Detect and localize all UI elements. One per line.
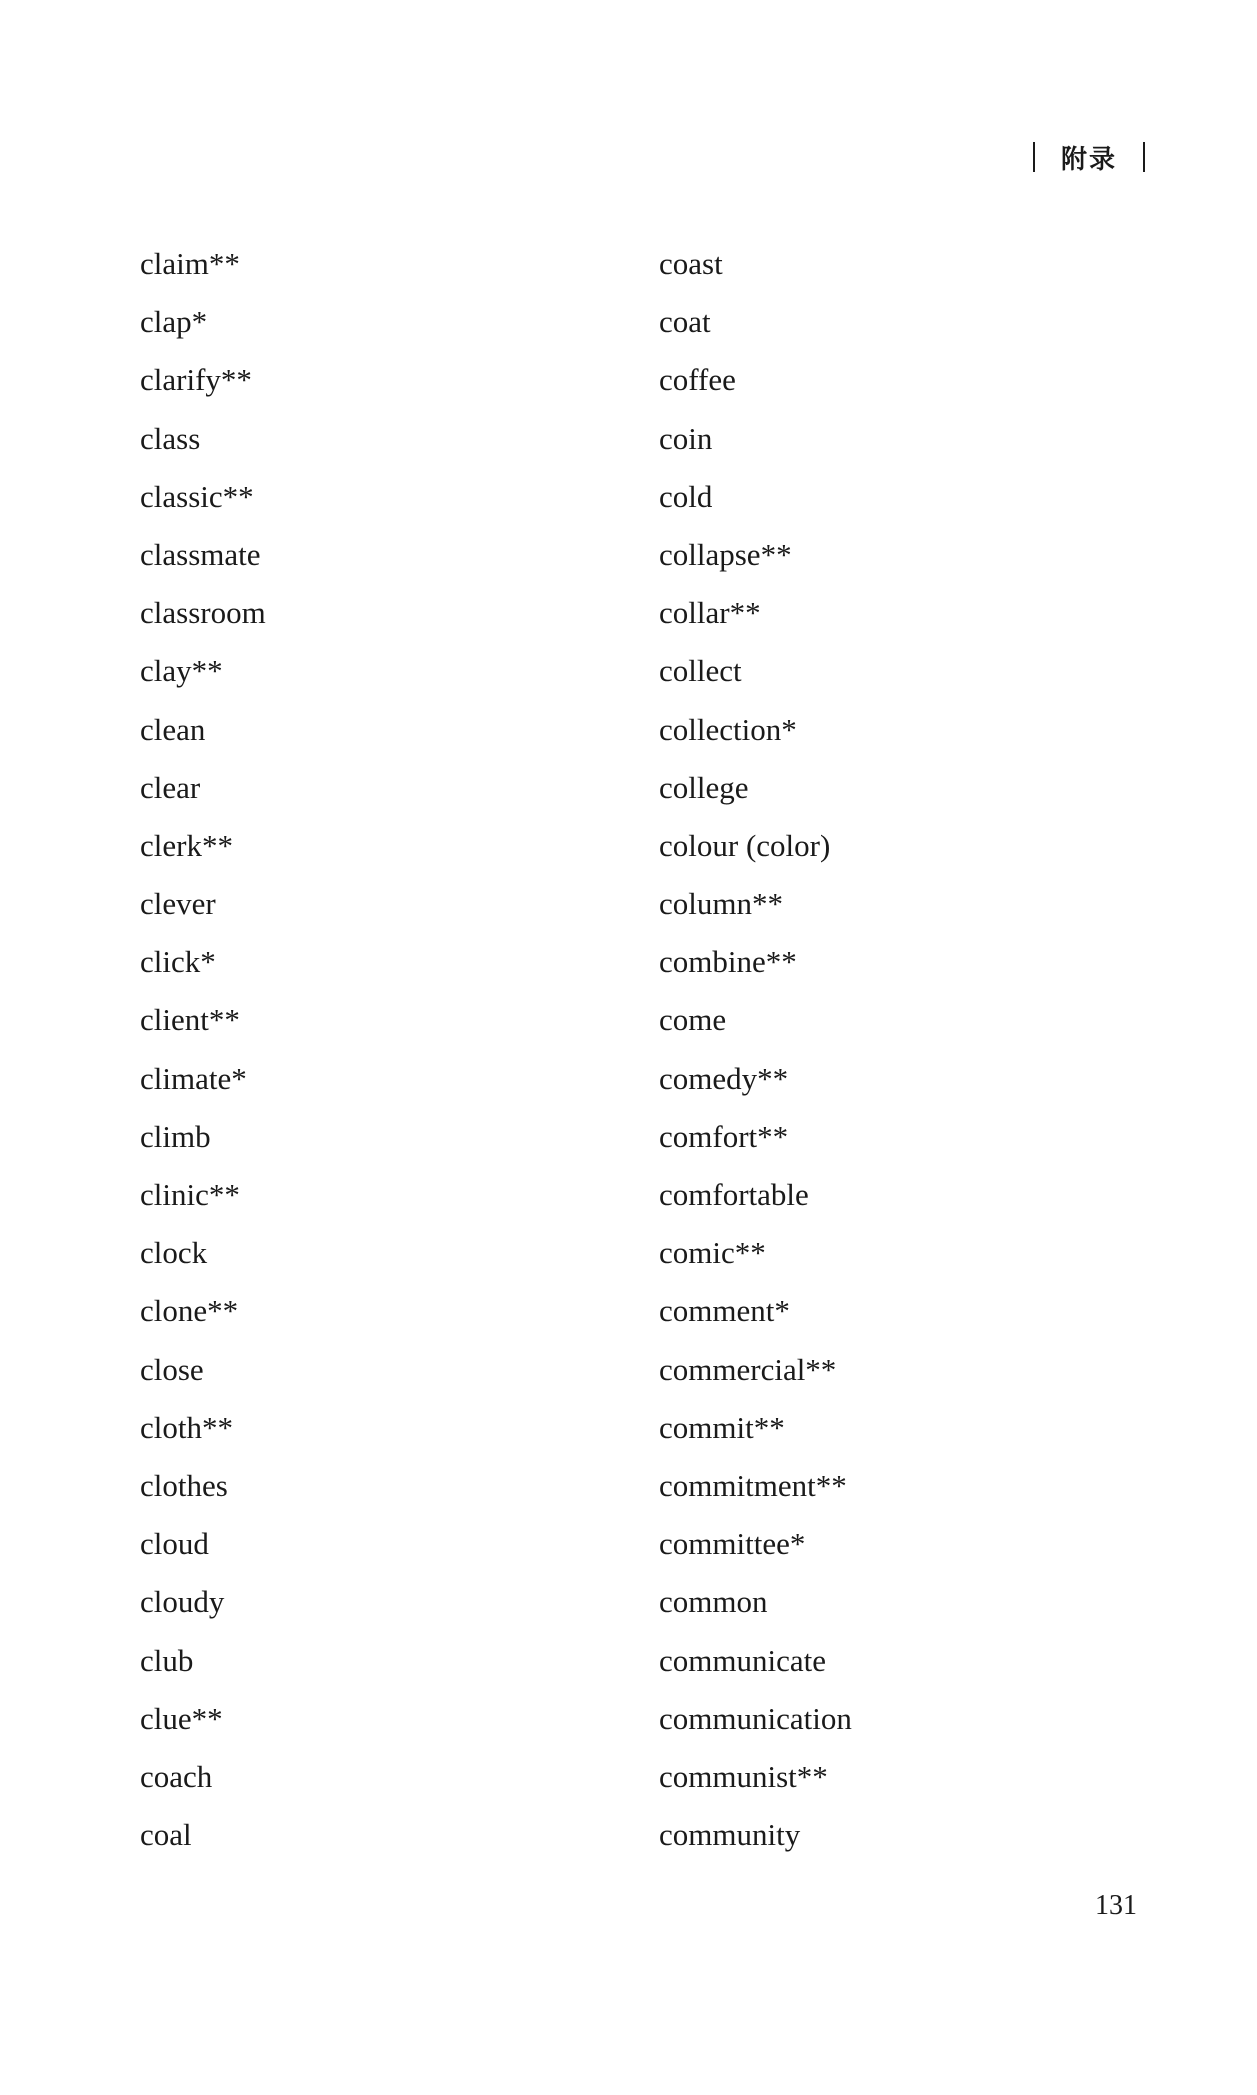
word-entry: combine** bbox=[659, 944, 797, 980]
word-entry: club bbox=[140, 1642, 194, 1678]
word-entry: communist** bbox=[659, 1758, 828, 1794]
word-entry: clear bbox=[140, 769, 201, 805]
word-entry: class bbox=[140, 420, 201, 456]
word-entry: come bbox=[659, 1002, 727, 1038]
word-entry: cloudy bbox=[140, 1584, 225, 1620]
word-entry: collapse** bbox=[659, 536, 792, 572]
word-entry: clever bbox=[140, 886, 216, 922]
word-entry: coal bbox=[140, 1817, 192, 1853]
word-entry: climb bbox=[140, 1118, 211, 1154]
word-entry: coach bbox=[140, 1758, 213, 1794]
word-entry: coat bbox=[659, 304, 711, 340]
page-number: 131 bbox=[1095, 1890, 1137, 1921]
word-entry: clay** bbox=[140, 653, 223, 689]
word-entry: cloud bbox=[140, 1526, 209, 1562]
word-entry: clue** bbox=[140, 1700, 223, 1736]
word-entry: click* bbox=[140, 944, 216, 980]
word-entry: coffee bbox=[659, 362, 736, 398]
word-entry: close bbox=[140, 1351, 204, 1387]
word-list-left-column bbox=[140, 235, 266, 1864]
word-entry: cold bbox=[659, 478, 713, 514]
running-header bbox=[1033, 135, 1145, 179]
word-entry: committee* bbox=[659, 1526, 806, 1562]
header-right-rule bbox=[1143, 142, 1145, 172]
word-entry: clinic** bbox=[140, 1177, 240, 1212]
word-entry: clerk** bbox=[140, 827, 233, 863]
word-entry: coin bbox=[659, 420, 713, 456]
word-entry: cloth** bbox=[140, 1409, 233, 1445]
word-entry: claim** bbox=[140, 246, 240, 281]
word-entry: clock bbox=[140, 1235, 208, 1271]
word-entry: clap* bbox=[140, 304, 208, 340]
word-entry: communicate bbox=[659, 1642, 826, 1678]
word-entry: collect bbox=[659, 653, 742, 689]
word-entry: comfort** bbox=[659, 1118, 789, 1154]
word-entry: clothes bbox=[140, 1467, 228, 1503]
header-title: 附录 bbox=[1060, 144, 1117, 175]
word-entry: column** bbox=[659, 886, 783, 922]
word-entry: coast bbox=[659, 246, 723, 281]
word-entry: colour (color) bbox=[659, 827, 831, 863]
word-entry: comic** bbox=[659, 1235, 766, 1271]
word-entry: collection* bbox=[659, 711, 797, 747]
word-entry: classroom bbox=[140, 595, 266, 631]
word-entry: common bbox=[659, 1584, 768, 1620]
word-entry: collar** bbox=[659, 595, 761, 631]
word-list-right-column bbox=[659, 235, 852, 1864]
word-entry: college bbox=[659, 769, 749, 805]
word-entry: clone** bbox=[140, 1293, 239, 1329]
word-entry: communication bbox=[659, 1700, 852, 1736]
word-entry: comment* bbox=[659, 1293, 790, 1329]
word-entry: clean bbox=[140, 711, 206, 747]
word-entry: commercial** bbox=[659, 1351, 837, 1387]
word-entry: comedy** bbox=[659, 1060, 789, 1096]
word-entry: client** bbox=[140, 1002, 240, 1038]
header-left-rule bbox=[1033, 142, 1035, 172]
word-entry: commit** bbox=[659, 1409, 785, 1445]
word-entry: community bbox=[659, 1817, 801, 1853]
word-entry: clarify** bbox=[140, 362, 252, 398]
word-entry: classmate bbox=[140, 536, 261, 572]
word-entry: commitment** bbox=[659, 1467, 847, 1503]
word-entry: classic** bbox=[140, 478, 254, 514]
word-entry: comfortable bbox=[659, 1177, 809, 1212]
word-entry: climate* bbox=[140, 1060, 247, 1096]
